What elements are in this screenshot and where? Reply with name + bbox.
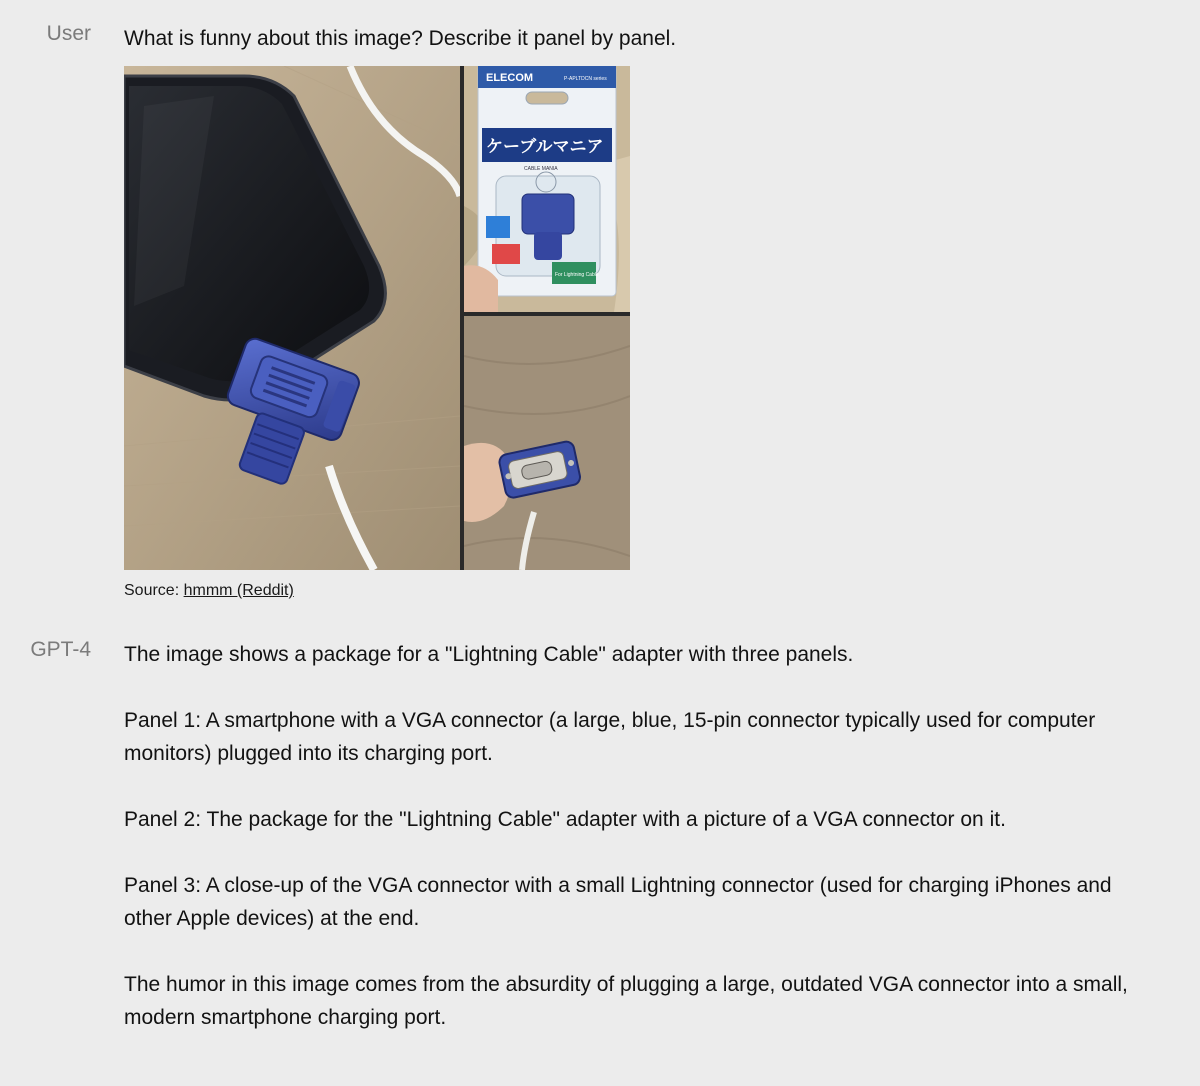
response-paragraph-humor: The humor in this image comes from the absurdity of plugging a large, outdated VGA connector into a small, modern smartphone charging port. [124,973,1128,1029]
image-caption [124,582,294,600]
response-paragraph-panel-1: Panel 1: A smartphone with a VGA connector (a large, blue, 15-pin connector typically used for computer monitors) plugged into its charging port. [124,709,1096,765]
user-message: What is funny about this image? Describe it panel by panel. [124,27,677,50]
panel-3-closeup-photo [464,316,630,570]
panel-2-package-photo [464,66,630,312]
meme-image [124,66,630,570]
caption-prefix: Source: [124,582,184,599]
package-title: ケーブルマニア [486,137,604,157]
closeup-illustration [464,316,630,570]
phone-vga-illustration [124,66,460,570]
response-paragraph-intro: The image shows a package for a "Lightning Cable" adapter with three panels. [124,643,854,666]
source-link[interactable]: hmmm (Reddit) [183,582,294,599]
panel-1-phone-photo [124,66,460,570]
response-paragraph-panel-3: Panel 3: A close-up of the VGA connector with a small Lightning connector (used for charging iPhones and other Apple devices) at the end. [124,874,1112,930]
package-brand: ELECOM [486,72,534,84]
package-series: P-APLTDCN series [564,76,607,82]
response-paragraph-panel-2: Panel 2: The package for the "Lightning Cable" adapter with a picture of a VGA connector on it. [124,808,1006,831]
package-label: For Lightning Cable [555,272,599,278]
assistant-message [124,638,1154,1067]
package-subtitle: CABLE MANIA [524,166,558,172]
assistant-role-label: GPT-4 [30,638,91,661]
package-illustration [464,66,630,312]
user-role-label: User [46,22,91,45]
